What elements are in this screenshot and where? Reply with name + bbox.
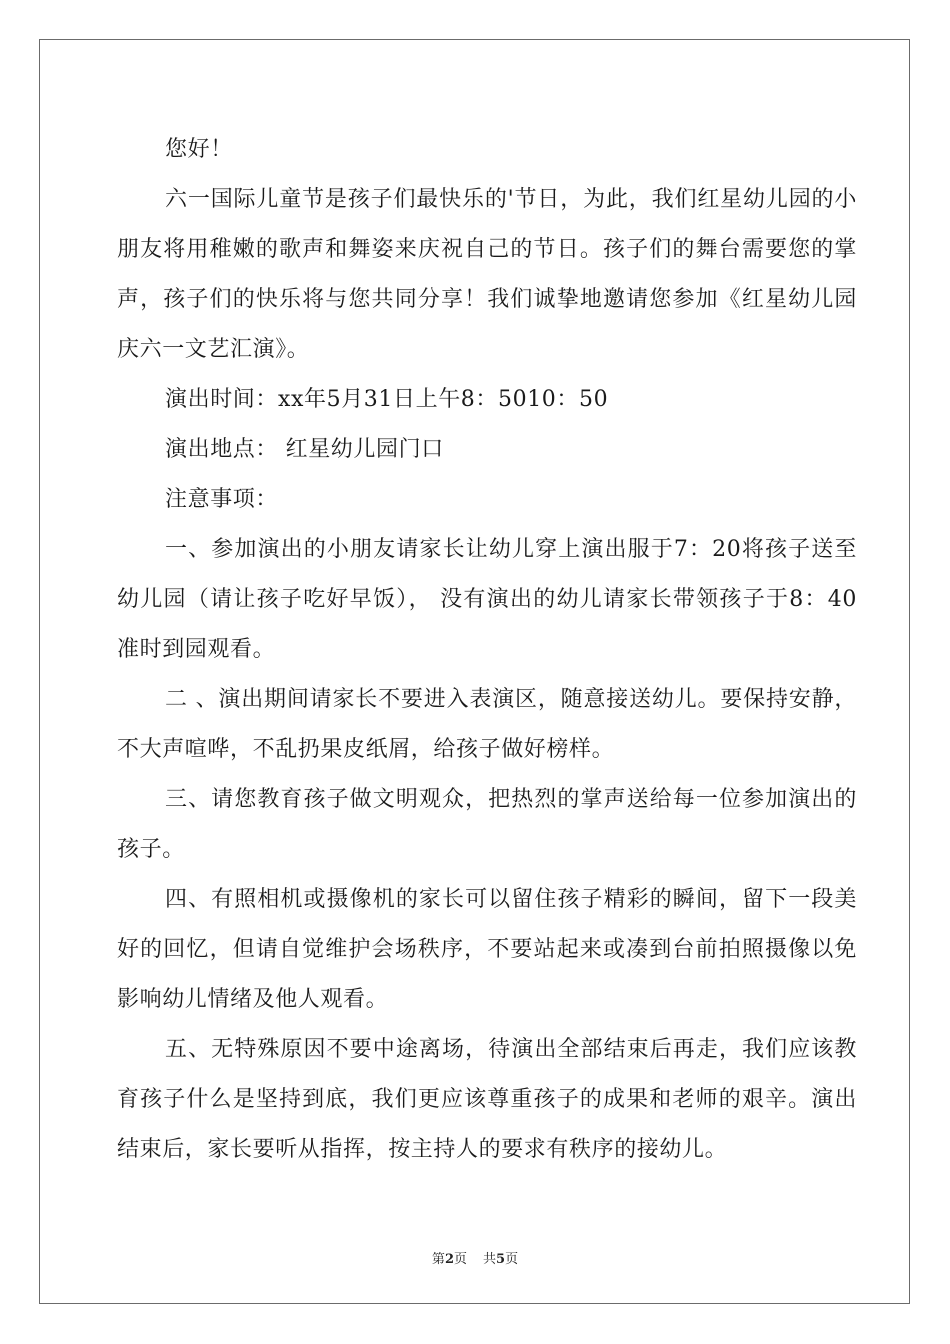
note-item-5: 五、无特殊原因不要中途离场，待演出全部结束后再走，我们应该教育孩子什么是坚持到底，我们更应该尊重孩子的成果和老师的艰辛。演出结束后，家长要听从指挥，按主持人的要求有秩序的接幼儿。 <box>117 1037 857 1162</box>
page-suffix: 页 <box>453 1252 467 1267</box>
note-item-2: 二 、演出期间请家长不要进入表演区，随意接送幼儿。要保持安静，不大声喧哗，不乱扔果皮纸屑，给孩子做好榜样。 <box>117 687 857 762</box>
total-suffix: 页 <box>505 1252 519 1267</box>
page-prefix: 第 <box>431 1252 445 1267</box>
invitation-paragraph: 六一国际儿童节是孩子们最快乐的'节日，为此，我们红星幼儿园的小朋友将用稚嫩的歌声和舞姿来庆祝自己的节日。孩子们的舞台需要您的掌声，孩子们的快乐将与您共同分享！我们诚挚地邀请您参加《红星幼儿园庆六一文艺汇演》。 <box>117 187 857 362</box>
page-footer <box>0 1248 950 1267</box>
document-body <box>117 125 857 1175</box>
note-item-1: 一、参加演出的小朋友请家长让幼儿穿上演出服于7：20将孩子送至幼儿园（请让孩子吃好早饭）， 没有演出的幼儿请家长带领孩子于8：40准时到园观看。 <box>117 537 857 662</box>
total-prefix: 共 <box>483 1252 497 1267</box>
total-page-number: 5 <box>496 1252 506 1267</box>
note-item-3: 三、请您教育孩子做文明观众，把热烈的掌声送给每一位参加演出的孩子。 <box>117 787 857 862</box>
note-item-4: 四、有照相机或摄像机的家长可以留住孩子精彩的瞬间，留下一段美好的回忆，但请自觉维护会场秩序，不要站起来或凑到台前拍照摄像以免影响幼儿情绪及他人观看。 <box>117 887 857 1012</box>
performance-location: 演出地点： 红星幼儿园门口 <box>165 437 444 462</box>
notes-heading: 注意事项： <box>165 487 279 512</box>
greeting: 您好！ <box>165 137 233 162</box>
current-page-number: 2 <box>444 1252 454 1267</box>
performance-time: 演出时间：xx年5月31日上午8：5010：50 <box>165 387 609 412</box>
